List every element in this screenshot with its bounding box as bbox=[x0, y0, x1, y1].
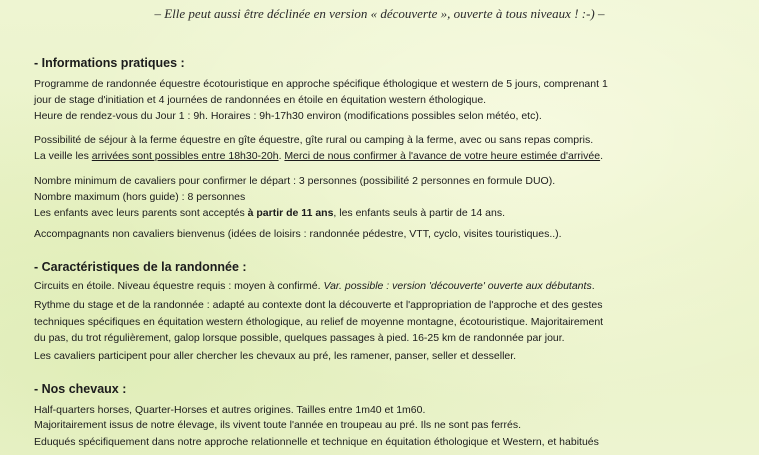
tagline: – Elle peut aussi être déclinée en version « découverte », ouverte à tous niveaux ! :-) – bbox=[154, 6, 605, 21]
info-line-arrivals bbox=[34, 150, 603, 163]
info-line: Possibilité de séjour à la ferme équestre en gîte équestre, gîte rural ou camping à la ferme, avec ou sans repas compris. bbox=[34, 134, 594, 146]
text-span: , les enfants seuls à partir de 14 ans. bbox=[333, 207, 506, 219]
info-line: Programme de randonnée équestre écotouristique en approche spécifique éthologique et western de 5 jours, comprenant 1 bbox=[34, 78, 608, 90]
rando-line-level bbox=[34, 280, 595, 293]
rando-line: du pas, du trot régulièrement, galop lorsque possible, quelques passages à pied. 16-25 km de randonnée par jour. bbox=[34, 332, 565, 344]
arrival-hours-link[interactable]: arrivées sont possibles entre 18h30-20h bbox=[91, 150, 279, 162]
chevaux-line: Eduqués spécifiquement dans notre approche relationnelle et technique en équitation éthologique et Western, et habitués bbox=[34, 436, 599, 448]
rando-line: techniques spécifiques en équitation western éthologique, au relief de moyenne montagne, écotouristique. Majoritairement bbox=[34, 316, 604, 328]
info-line-children bbox=[34, 207, 505, 220]
variant-text: Var. possible : version 'découverte' ouverte aux débutants bbox=[323, 280, 592, 292]
text-span: La veille les bbox=[34, 150, 92, 162]
info-line: jour de stage d'initiation et 4 journées de randonnées en étoile en équitation western éthologique. bbox=[34, 94, 487, 106]
info-line: Nombre minimum de cavaliers pour confirmer le départ : 3 personnes (possibilité 2 personnes en formule DUO). bbox=[34, 175, 556, 187]
rando-line: Les cavaliers participent pour aller chercher les chevaux au pré, les ramener, panser, seller et desseller. bbox=[34, 350, 517, 362]
chevaux-line: Half-quarters horses, Quarter-Horses et autres origines. Tailles entre 1m40 et 1m60. bbox=[34, 404, 426, 416]
confirm-arrival-link[interactable]: Merci de nous confirmer à l'avance de votre heure estimée d'arrivée bbox=[284, 150, 601, 162]
rando-line: Rythme du stage et de la randonnée : adapté au contexte dont la découverte et l'appropriation de l'approche et des gestes bbox=[34, 299, 603, 311]
text-span: Les enfants avec leurs parents sont acceptés bbox=[34, 207, 248, 219]
section-heading-randonnee: - Caractéristiques de la randonnée : bbox=[34, 260, 247, 274]
section-heading-informations: - Informations pratiques : bbox=[34, 56, 185, 70]
info-line: Heure de rendez-vous du Jour 1 : 9h. Horaires : 9h-17h30 environ (modifications possibles selon météo, etc). bbox=[34, 110, 542, 122]
text-span: . bbox=[591, 280, 595, 292]
info-line: Accompagnants non cavaliers bienvenus (idées de loisirs : randonnée pédestre, VTT, cyclo, visites touristiques..). bbox=[34, 228, 562, 240]
section-heading-chevaux: - Nos chevaux : bbox=[34, 382, 127, 396]
min-age-text: à partir de 11 ans bbox=[247, 207, 334, 219]
text-span: . bbox=[278, 150, 285, 162]
text-span: Circuits en étoile. Niveau équestre requis : moyen à confirmé. bbox=[34, 280, 324, 292]
info-line: Nombre maximum (hors guide) : 8 personnes bbox=[34, 191, 246, 203]
chevaux-line: Majoritairement issus de notre élevage, ils vivent toute l'année en troupeau au pré. Ils ne sont pas ferrés. bbox=[34, 419, 522, 431]
text-span: . bbox=[600, 150, 603, 162]
